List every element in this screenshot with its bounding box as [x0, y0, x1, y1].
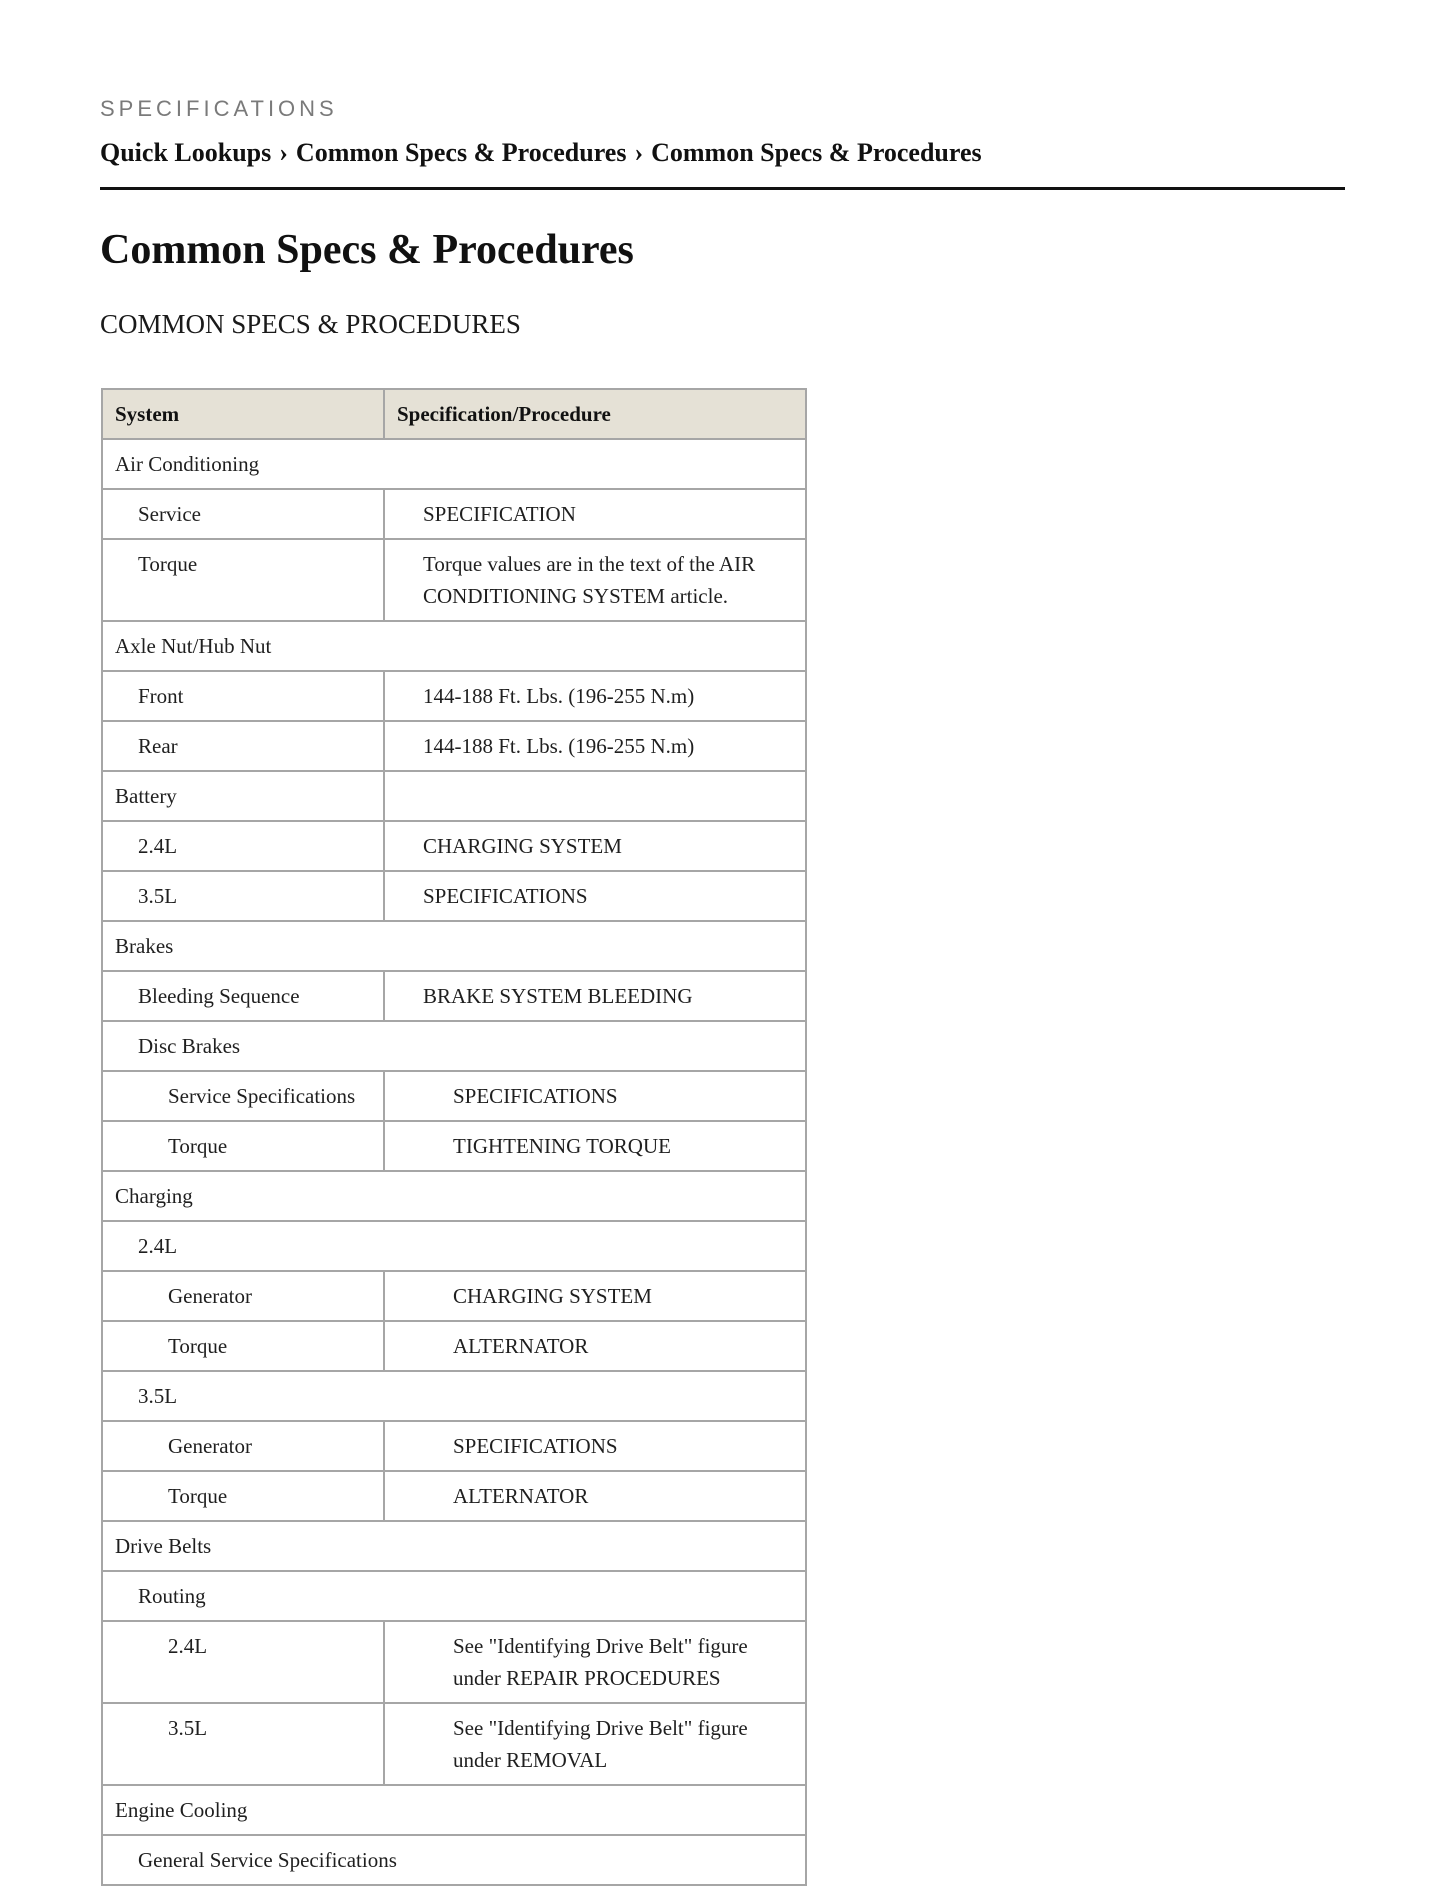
- spec-cell: CHARGING SYSTEM: [384, 1271, 806, 1321]
- table-row: [102, 1785, 806, 1835]
- system-cell: 3.5L: [102, 1703, 384, 1785]
- table-row: [102, 489, 806, 539]
- breadcrumb-separator: ›: [279, 138, 288, 167]
- spec-cell: SPECIFICATIONS: [384, 871, 806, 921]
- table-row: [102, 1271, 806, 1321]
- header-divider: [100, 187, 1345, 190]
- category-cell: Battery: [102, 771, 384, 821]
- system-cell: Torque: [102, 1471, 384, 1521]
- breadcrumb-item-current: Common Specs & Procedures: [651, 138, 982, 167]
- system-cell: Torque: [102, 1321, 384, 1371]
- subcategory-cell: Routing: [102, 1571, 806, 1621]
- table-row: [102, 1521, 806, 1571]
- table-row: [102, 539, 806, 621]
- spec-cell: CHARGING SYSTEM: [384, 821, 806, 871]
- subcategory-cell: General Service Specifications: [102, 1835, 806, 1885]
- system-cell: Service: [102, 489, 384, 539]
- section-eyebrow: SPECIFICATIONS: [100, 96, 338, 121]
- system-cell: Torque: [102, 539, 384, 621]
- table-row: [102, 1571, 806, 1621]
- table-row: [102, 1071, 806, 1121]
- spec-cell: 144-188 Ft. Lbs. (196-255 N.m): [384, 671, 806, 721]
- category-cell: Drive Belts: [102, 1521, 806, 1571]
- spec-cell: ALTERNATOR: [384, 1321, 806, 1371]
- system-cell: Front: [102, 671, 384, 721]
- breadcrumb: [100, 138, 982, 168]
- spec-cell: 144-188 Ft. Lbs. (196-255 N.m): [384, 721, 806, 771]
- table-row: [102, 1121, 806, 1171]
- spec-cell: Torque values are in the text of the AIR CONDITIONING SYSTEM article.: [384, 539, 806, 621]
- table-row: [102, 921, 806, 971]
- breadcrumb-separator: ›: [634, 138, 644, 167]
- spec-cell: SPECIFICATION: [384, 489, 806, 539]
- category-cell: Engine Cooling: [102, 1785, 806, 1835]
- table-row: [102, 1421, 806, 1471]
- table-row: [102, 871, 806, 921]
- spec-cell: BRAKE SYSTEM BLEEDING: [384, 971, 806, 1021]
- system-cell: Torque: [102, 1121, 384, 1171]
- table-row: [102, 1471, 806, 1521]
- subcategory-cell: 3.5L: [102, 1371, 806, 1421]
- system-cell: Bleeding Sequence: [102, 971, 384, 1021]
- table-row: [102, 721, 806, 771]
- system-cell: Generator: [102, 1271, 384, 1321]
- system-cell: 2.4L: [102, 821, 384, 871]
- spec-cell: See "Identifying Drive Belt" figure under REMOVAL: [384, 1703, 806, 1785]
- spec-cell: SPECIFICATIONS: [384, 1421, 806, 1471]
- column-header-specification: Specification/Procedure: [384, 389, 806, 439]
- table-row: [102, 1621, 806, 1703]
- table-row: [102, 1021, 806, 1071]
- table-row: [102, 1703, 806, 1785]
- table-row: [102, 671, 806, 721]
- section-title: COMMON SPECS & PROCEDURES: [100, 309, 521, 339]
- category-cell: Brakes: [102, 921, 806, 971]
- table-row: [102, 439, 806, 489]
- page-title: Common Specs & Procedures: [100, 227, 634, 273]
- subcategory-cell: Disc Brakes: [102, 1021, 806, 1071]
- system-cell: Service Specifications: [102, 1071, 384, 1121]
- specs-table: [101, 388, 807, 1886]
- category-cell: Air Conditioning: [102, 439, 806, 489]
- category-cell: Axle Nut/Hub Nut: [102, 621, 806, 671]
- table-row: [102, 971, 806, 1021]
- subcategory-cell: 2.4L: [102, 1221, 806, 1271]
- table-row: [102, 621, 806, 671]
- table-row: [102, 771, 806, 821]
- spec-cell: TIGHTENING TORQUE: [384, 1121, 806, 1171]
- system-cell: Rear: [102, 721, 384, 771]
- system-cell: 3.5L: [102, 871, 384, 921]
- table-row: [102, 1221, 806, 1271]
- category-cell: Charging: [102, 1171, 806, 1221]
- spec-cell: See "Identifying Drive Belt" figure under REPAIR PROCEDURES: [384, 1621, 806, 1703]
- table-header-row: [102, 389, 806, 439]
- table-row: [102, 1321, 806, 1371]
- table-row: [102, 821, 806, 871]
- table-row: [102, 1171, 806, 1221]
- breadcrumb-item-common-specs[interactable]: Common Specs & Procedures: [295, 138, 627, 167]
- system-cell: 2.4L: [102, 1621, 384, 1703]
- spec-cell: SPECIFICATIONS: [384, 1071, 806, 1121]
- breadcrumb-item-quick-lookups[interactable]: Quick Lookups: [100, 138, 272, 167]
- table-row: [102, 1371, 806, 1421]
- spec-cell: ALTERNATOR: [384, 1471, 806, 1521]
- empty-cell: [384, 771, 806, 821]
- column-header-system: System: [102, 389, 384, 439]
- system-cell: Generator: [102, 1421, 384, 1471]
- table-row: [102, 1835, 806, 1885]
